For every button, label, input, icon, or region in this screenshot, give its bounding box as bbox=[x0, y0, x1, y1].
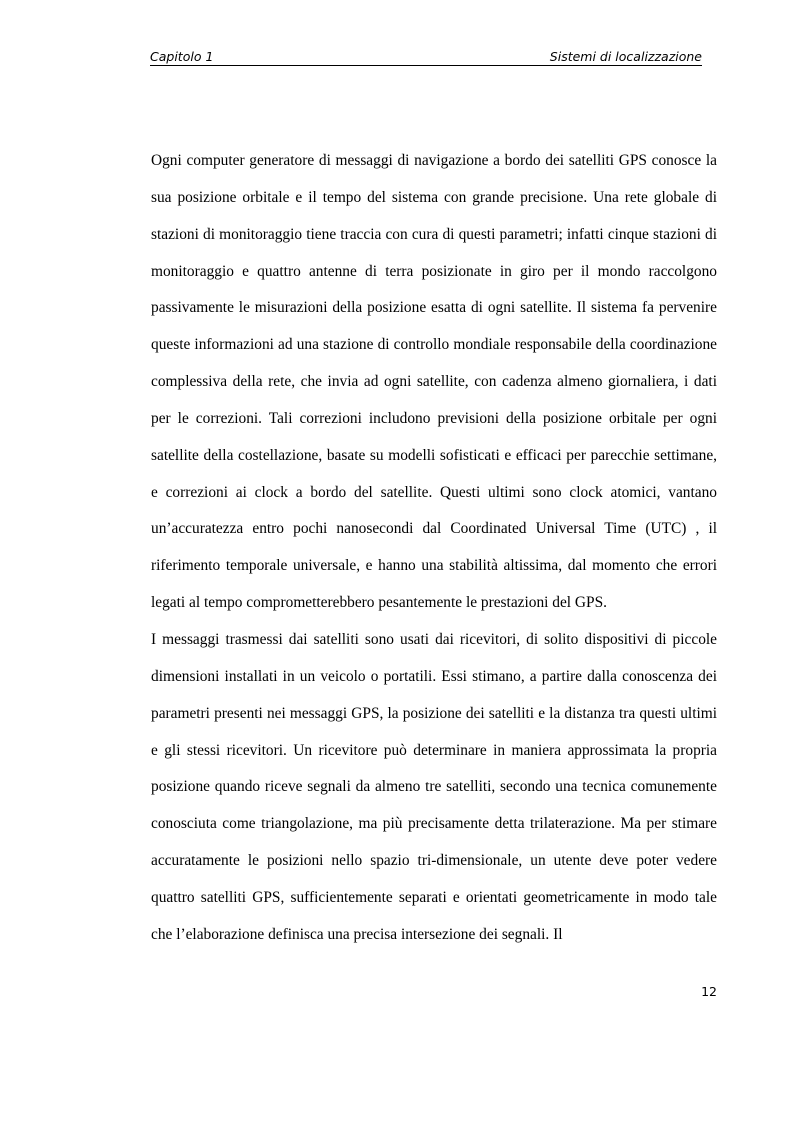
running-header bbox=[150, 49, 702, 66]
section-title: Sistemi di localizzazione bbox=[549, 49, 702, 64]
paragraph: Ogni computer generatore di messaggi di navigazione a bordo dei satelliti GPS conosce la sua posizione orbitale e il tempo del sistema con grande precisione. Una rete globale di stazioni di monitoraggio tiene traccia con cura di questi parametri; infatti cinque stazioni di monitoraggio e quattro antenne di terra posizionate in giro per il mondo raccolgono passivamente le misurazioni della posizione esatta di ogni satellite. Il sistema fa pervenire queste informazioni ad una stazione di controllo mondiale responsabile della coordinazione complessiva della rete, che invia ad ogni satellite, con cadenza almeno giornaliera, i dati per le correzioni. Tali correzioni includono previsioni della posizione orbitale per ogni satellite della costellazione, basate su modelli sofisticati e efficaci per parecchie settimane, e correzioni ai clock a bordo del satellite. Questi ultimi sono clock atomici, vantano un’accuratezza entro pochi nanosecondi dal Coordinated Universal Time (UTC) , il riferimento temporale universale, e hanno una stabilità altissima, dal momento che errori legati al tempo comprometterebbero pesantemente le prestazioni del GPS. bbox=[151, 152, 717, 612]
chapter-label: Capitolo 1 bbox=[150, 49, 214, 64]
paragraph: I messaggi trasmessi dai satelliti sono usati dai ricevitori, di solito dispositivi di piccole dimensioni installati in un veicolo o portatili. Essi stimano, a partire dalla conoscenza dei parametri presenti nei messaggi GPS, la posizione dei satelliti e la distanza tra questi ultimi e gli stessi ricevitori. Un ricevitore può determinare in maniera approssimata la propria posizione quando riceve segnali da almeno tre satelliti, secondo una tecnica comunemente conosciuta come triangolazione, ma più precisamente detta trilaterazione. Ma per stimare accuratamente le posizioni nello spazio tri-dimensionale, un utente deve poter vedere quattro satelliti GPS, sufficientemente separati e orientati geometricamente in modo tale che l’elaborazione definisca una precisa intersezione dei segnali. Il bbox=[151, 630, 717, 943]
body-text bbox=[151, 143, 717, 954]
page-number: 12 bbox=[701, 984, 717, 999]
